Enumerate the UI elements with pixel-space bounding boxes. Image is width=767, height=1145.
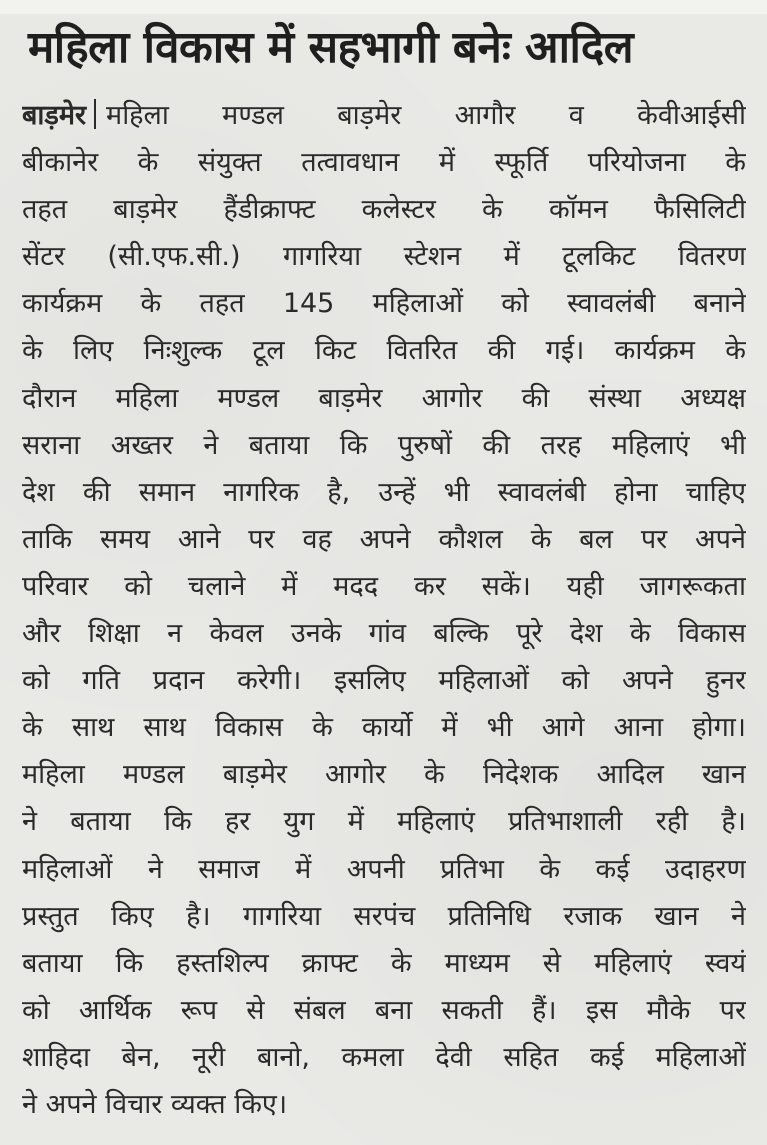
article-line: परिवार को चलाने में मदद कर सकें। यही जागरूकता [22, 570, 746, 602]
article-line: ने बताया कि हर युग में महिलाएं प्रतिभाशाली रही है। [22, 806, 746, 838]
article-body [22, 92, 746, 1128]
dateline-separator [94, 99, 96, 129]
article-line: ने अपने विचार व्यक्त किए। [22, 1088, 288, 1120]
article-line: को आर्थिक रूप से संबल बना सकती हैं। इस मौके पर [22, 994, 746, 1026]
article-line: ताकि समय आने पर वह अपने कौशल के बल पर अपने [22, 523, 746, 555]
article-line: कार्यक्रम के तहत 145 महिलाओं को स्वावलंबी बनाने [22, 288, 746, 320]
article-line: सराना अख्तर ने बताया कि पुरुषों की तरह महिलाएं भी [22, 429, 746, 461]
article-line: को गति प्रदान करेगी। इसलिए महिलाओं को अपने हुनर [22, 665, 746, 697]
article-headline: महिला विकास में सहभागी बनेः आदिल [28, 22, 634, 73]
article-line: के साथ साथ विकास के कार्यो में भी आगे आना होगा। [22, 712, 746, 744]
article-line: तहत बाड़मेर हैंडीक्राफ्ट कलेस्टर के कॉमन फैसिलिटी [22, 194, 746, 226]
article-line: देश की समान नागरिक है, उन्हें भी स्वावलंबी होना चाहिए [22, 476, 746, 508]
clipping-top-edge [0, 0, 767, 14]
article-line: के लिए निःशुल्क टूल किट वितरित की गई। कार्यक्रम के [22, 335, 746, 367]
article-line: बताया कि हस्तशिल्प क्राफ्ट के माध्यम से महिलाएं स्वयं [22, 947, 746, 979]
article-line: सेंटर (सी.एफ.सी.) गागरिया स्टेशन में टूलकिट वितरण [22, 241, 746, 273]
article-line: महिला मण्डल बाड़मेर आगोर के निदेशक आदिल खान [22, 759, 746, 791]
article-line-1 [22, 92, 746, 139]
article-line-text: महिला मण्डल बाड़मेर आगौर व केवीआईसी [106, 100, 746, 131]
article-line: शाहिदा बेन, नूरी बानो, कमला देवी सहित कई महिलाओं [22, 1041, 746, 1073]
article-line: बीकानेर के संयुक्त तत्वावधान में स्फूर्ति परियोजना के [22, 147, 746, 179]
article-line: दौरान महिला मण्डल बाड़मेर आगोर की संस्था अध्यक्ष [22, 382, 746, 414]
article-line: प्रस्तुत किए है। गागरिया सरपंच प्रतिनिधि रजाक खान ने [22, 900, 746, 932]
dateline: बाड़मेर [22, 100, 87, 131]
article-line: महिलाओं ने समाज में अपनी प्रतिभा के कई उदाहरण [22, 853, 746, 885]
article-line: और शिक्षा न केवल उनके गांव बल्कि पूरे देश के विकास [22, 618, 746, 650]
